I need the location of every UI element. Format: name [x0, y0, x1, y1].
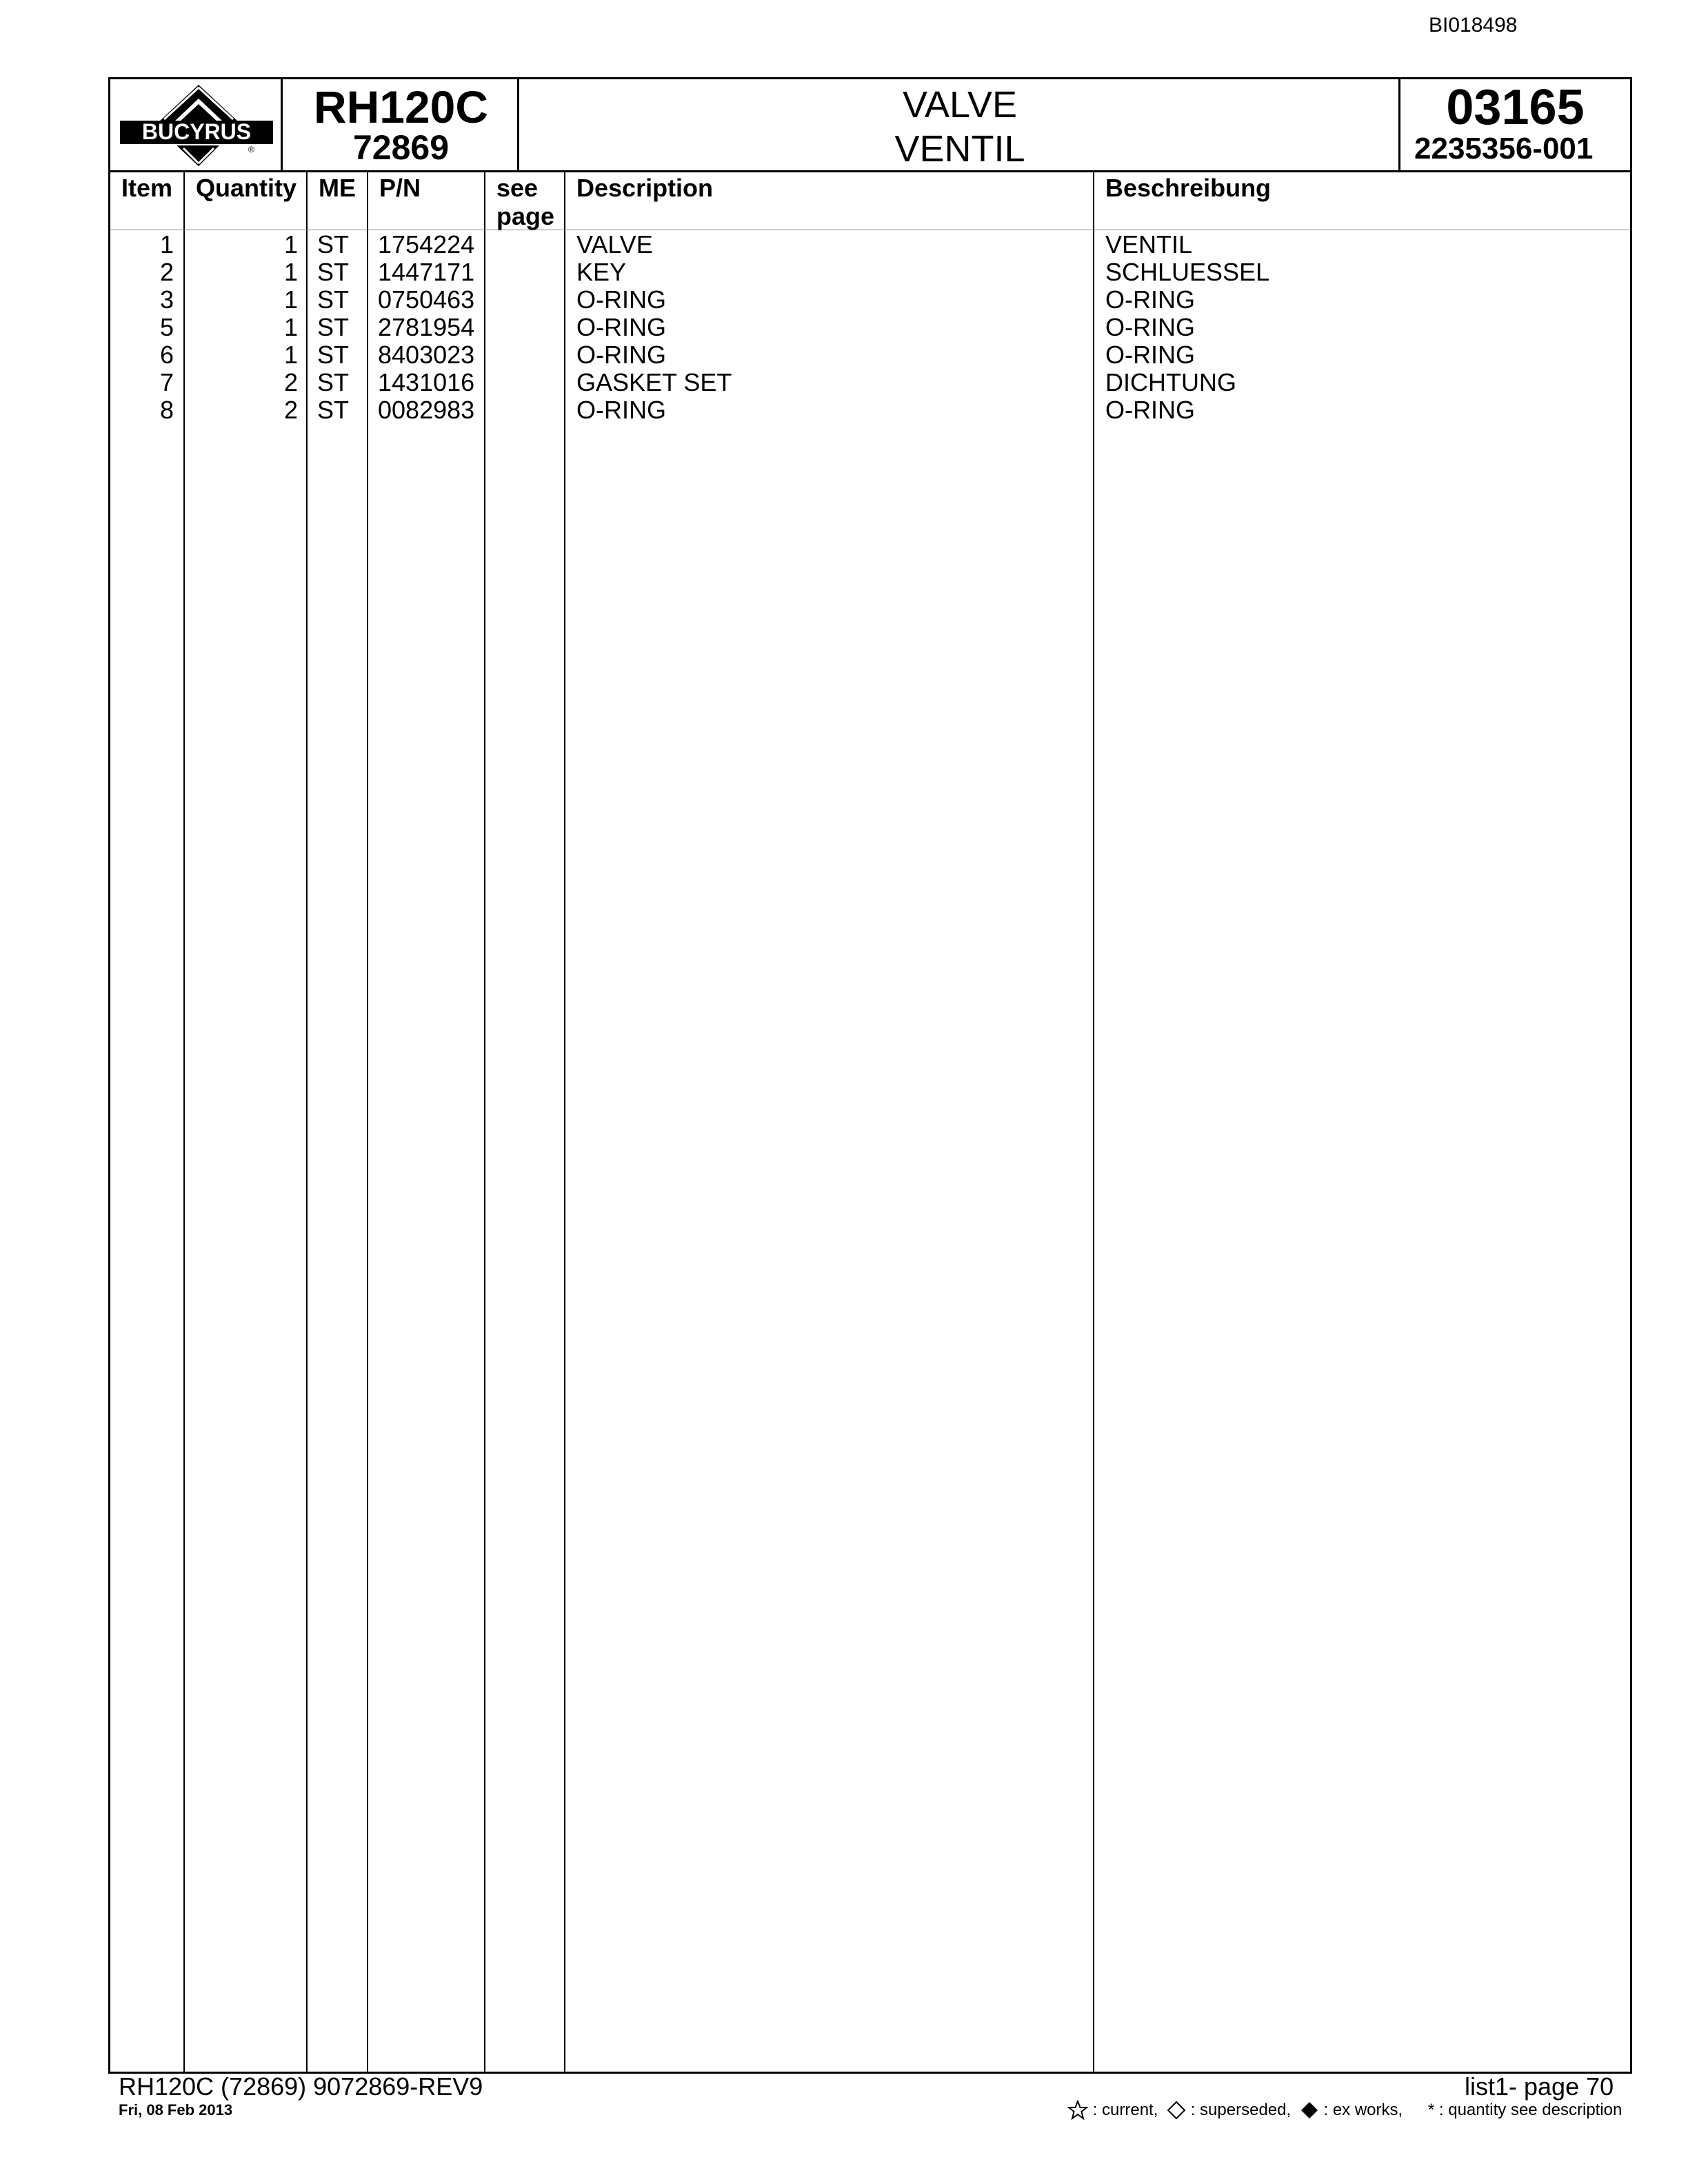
column-header-see-page: [496, 174, 554, 230]
footer-legend: [1067, 2100, 1622, 2121]
parts-table: [108, 172, 1632, 2074]
group-number: 03165: [1446, 80, 1585, 135]
header-box: [108, 77, 1632, 172]
table-row-item: 1: [159, 230, 174, 259]
diamond-outline-icon: [1167, 2101, 1186, 2120]
table-row-pn: 1754224: [378, 230, 475, 259]
title-english: VALVE: [902, 84, 1018, 125]
table-row-beschreibung: SCHLUESSEL: [1105, 258, 1270, 286]
column-header-description: Description: [576, 174, 714, 202]
svg-text:BUCYRUS: BUCYRUS: [141, 119, 252, 144]
table-row-item: 8: [159, 396, 174, 424]
svg-text:®: ®: [248, 145, 254, 154]
table-row-description: O-RING: [576, 285, 666, 314]
table-row-quantity: 1: [283, 230, 298, 259]
star-outline-icon: [1067, 2100, 1088, 2121]
table-row-pn: 8403023: [378, 341, 475, 369]
table-row-quantity: 2: [283, 368, 298, 396]
table-row-description: O-RING: [576, 341, 666, 369]
legend-quantity: * : quantity see description: [1427, 2101, 1622, 2119]
title-german: VENTIL: [894, 128, 1025, 170]
table-row-me: ST: [317, 230, 350, 259]
table-row-quantity: 1: [283, 258, 298, 286]
table-row-pn: 1447171: [378, 258, 475, 286]
model-name: RH120C: [313, 81, 489, 132]
table-row-pn: 2781954: [378, 313, 475, 341]
column-header-pn: P/N: [379, 174, 421, 202]
table-row-pn: 1431016: [378, 368, 475, 396]
column-header-beschreibung: Beschreibung: [1105, 174, 1272, 202]
table-row-beschreibung: O-RING: [1105, 341, 1195, 369]
table-row-me: ST: [317, 341, 350, 369]
diamond-filled-icon: [1300, 2101, 1319, 2120]
table-row-me: ST: [317, 258, 350, 286]
column-header-item: Item: [121, 174, 173, 202]
table-row-description: KEY: [576, 258, 627, 286]
column-header-quantity: Quantity: [196, 174, 297, 202]
document-id: BI018498: [1429, 14, 1518, 37]
column-header-page: page: [496, 202, 555, 230]
table-row-pn: 0750463: [378, 285, 475, 314]
table-row-beschreibung: O-RING: [1105, 285, 1195, 314]
title-cell: [519, 79, 1400, 170]
assembly-part-number: 2235356-001: [1414, 132, 1594, 165]
footer-page-ref: list1- page 70: [1465, 2072, 1614, 2101]
table-row-beschreibung: DICHTUNG: [1105, 368, 1236, 396]
column-header-me: ME: [319, 174, 356, 202]
model-cell: [283, 79, 519, 170]
table-row-pn: 0082983: [378, 396, 475, 424]
model-number: 72869: [352, 128, 450, 167]
table-row-quantity: 2: [283, 396, 298, 424]
footer-doc-ref: RH120C (72869) 9072869-REV9: [119, 2072, 483, 2101]
legend-superseded: : superseded,: [1190, 2101, 1292, 2119]
table-row-item: 3: [159, 285, 174, 314]
group-cell: [1400, 79, 1630, 170]
bucyrus-logo: [110, 79, 283, 170]
table-row-item: 7: [159, 368, 174, 396]
table-row-me: ST: [317, 285, 350, 314]
table-row-me: ST: [317, 313, 350, 341]
table-row-beschreibung: VENTIL: [1105, 230, 1193, 259]
table-row-me: ST: [317, 368, 350, 396]
table-row-description: GASKET SET: [576, 368, 732, 396]
table-row-me: ST: [317, 396, 350, 424]
table-row-description: O-RING: [576, 396, 666, 424]
table-row-beschreibung: O-RING: [1105, 313, 1195, 341]
footer-date: Fri, 08 Feb 2013: [119, 2101, 233, 2119]
table-row-item: 5: [159, 313, 174, 341]
table-row-quantity: 1: [283, 341, 298, 369]
table-row-description: O-RING: [576, 313, 666, 341]
table-row-item: 6: [159, 341, 174, 369]
table-row-quantity: 1: [283, 285, 298, 314]
table-row-quantity: 1: [283, 313, 298, 341]
legend-ex-works: : ex works,: [1323, 2101, 1403, 2119]
legend-current: : current,: [1092, 2101, 1158, 2119]
table-row-description: VALVE: [576, 230, 653, 259]
table-row-beschreibung: O-RING: [1105, 396, 1195, 424]
table-row-item: 2: [159, 258, 174, 286]
column-header-see: see: [496, 174, 539, 202]
